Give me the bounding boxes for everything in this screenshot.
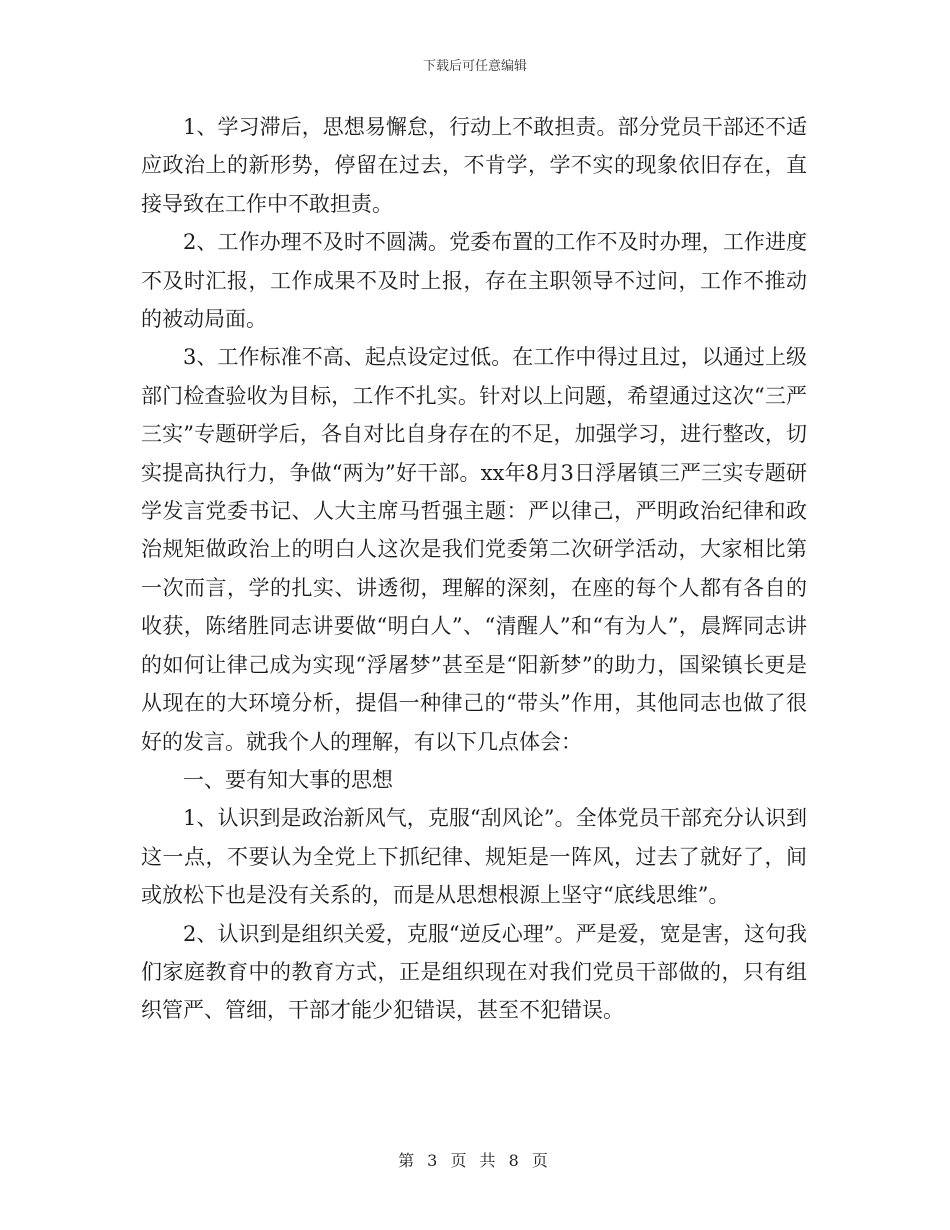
paragraph-3: 3、工作标准不高、起点设定过低。在工作中得过且过，以通过上级部门检查验收为目标，工作不扎实。针对以上问题，希望通过这次“三严三实”专题研学后，各自对比自身存在的不足，加强学习，进行整改，切实提高执行力，争做“两为”好干部。xx年8月3日浮屠镇三严三实专题研学发言党委书记、人大主席马哲强主题：严以律己，严明政治纪律和政治规矩做政治上的明白人这次是我们党委第二次研学活动，大家相比第一次而言，学的扎实、讲透彻，理解的深刻，在座的每个人都有各自的收获，陈绪胜同志讲要做“明白人”、“清醒人”和“有为人”，晨辉同志讲的如何让律己成为实现“浮屠梦”甚至是“阳新梦”的助力，国梁镇长更是从现在的大环境分析，提倡一种律己的“带头”作用，其他同志也做了很好的发言。就我个人的理解，有以下几点体会： xyxy=(141,345,807,754)
page-number-footer: 第 3 页 共 8 页 xyxy=(398,1151,552,1170)
paragraph-5: 2、认识到是组织关爱，克服“逆反心理”。严是爱，宽是害，这句我们家庭教育中的教育方式，正是组织现在对我们党员干部做的，只有组织管严、管细，干部才能少犯错误，甚至不犯错误。 xyxy=(141,921,807,1023)
paragraph-2: 2、工作办理不及时不圆满。党委布置的工作不及时办理，工作进度不及时汇报，工作成果不及时上报，存在主职领导不过问，工作不推动的被动局面。 xyxy=(141,230,807,332)
document-body xyxy=(141,108,807,1030)
section-heading: 一、要有知大事的思想 xyxy=(183,767,393,792)
paragraph-1: 1、学习滞后，思想易懈怠，行动上不敢担责。部分党员干部还不适应政治上的新形势，停留在过去，不肯学，学不实的现象依旧存在，直接导致在工作中不敢担责。 xyxy=(141,115,807,216)
paragraph-4: 1、认识到是政治新风气，克服“刮风论”。全体党员干部充分认识到这一点，不要认为全党上下抓纪律、规矩是一阵风，过去了就好了，间或放松下也是没有关系的，而是从思想根源上坚守“底线思维”。 xyxy=(141,806,807,908)
page-header-note: 下载后可任意编辑 xyxy=(422,59,527,74)
